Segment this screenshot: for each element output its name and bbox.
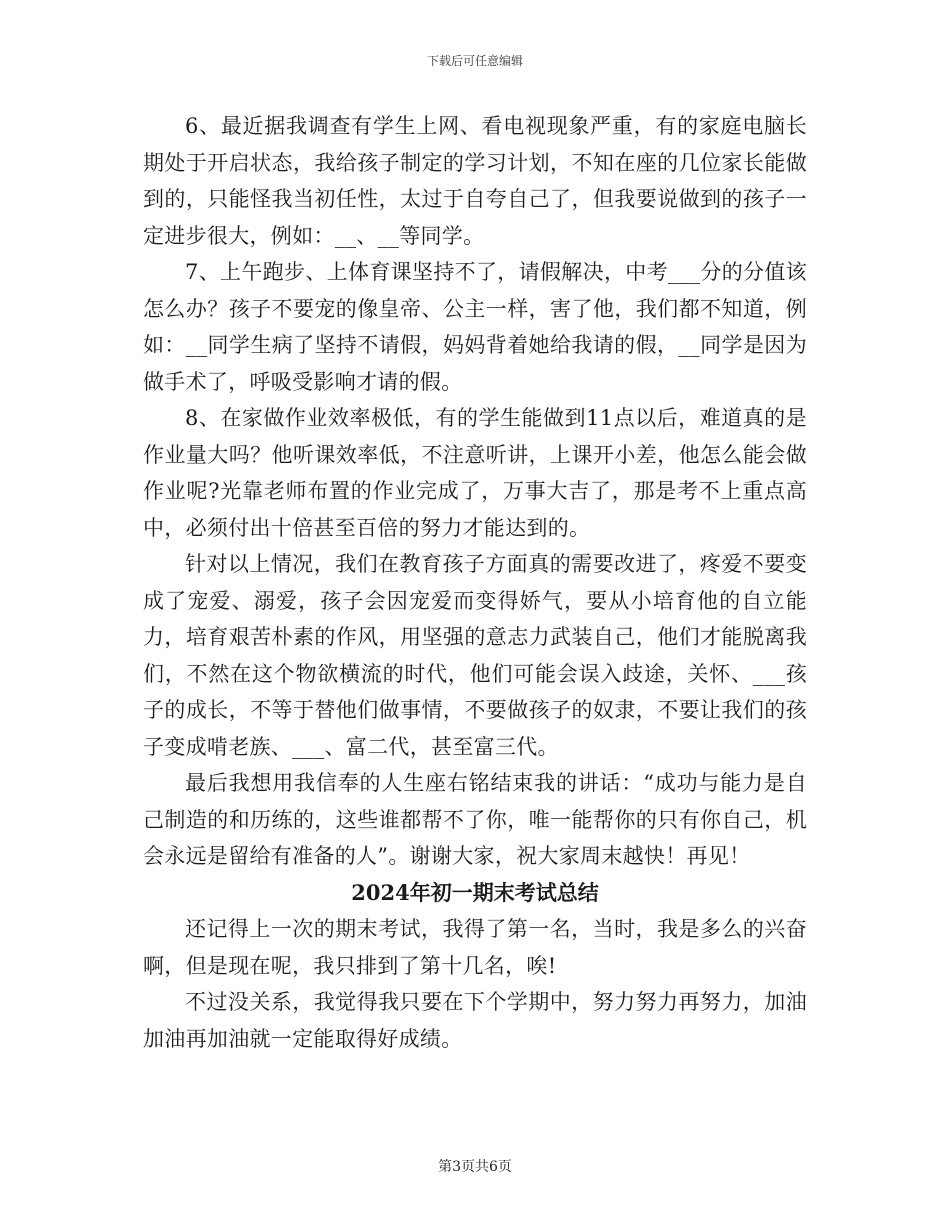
paragraph-closing: 最后我想用我信奉的人生座右铭结束我的讲话：“成功与能力是自己制造的和历练的，这些谁都帮不了你，唯一能帮你的只有你自己，机会永远是留给有准备的人”。谢谢大家，祝大家周末越快！再见！ xyxy=(143,771,807,868)
paragraph-item-7: 7、上午跑步、上体育课坚持不了，请假解决，中考___分的分值该怎么办？孩子不要宠的像皇帝、公主一样，害了他，我们都不知道，例如：__同学生病了坚持不请假，妈妈背着她给我请的假，__同学是因为做手术了，呼吸受影响才请的假。 xyxy=(143,260,807,394)
paragraph-summary: 针对以上情况，我们在教育孩子方面真的需要改进了，疼爱不要变成了宠爱、溺爱，孩子会因宠爱而变得娇气，要从小培育他的自立能力，培育艰苦朴素的作风，用坚强的意志力武装自己，他们才能脱离我们，不然在这个物欲横流的时代，他们可能会误入歧途，关怀、___孩子的成长，不等于替他们做事情，不要做孩子的奴隶，不要让我们的孩子变成啃老族、___、富二代，甚至富三代。 xyxy=(143,552,807,759)
section-title: 2024年初一期末考试总结 xyxy=(351,879,599,905)
page-header: 下载后可任意编辑 xyxy=(426,54,523,68)
paragraph-item-8: 8、在家做作业效率极低，有的学生能做到11点以后，难道真的是作业量大吗？他听课效率低，不注意听讲，上课开小差，他怎么能会做作业呢?光靠老师布置的作业完成了，万事大吉了，那是考不上重点高中，必须付出十倍甚至百倍的努力才能达到的。 xyxy=(143,406,807,540)
document-body xyxy=(143,108,807,1057)
paragraph-item-6: 6、最近据我调查有学生上网、看电视现象严重，有的家庭电脑长期处于开启状态，我给孩子制定的学习计划，不知在座的几位家长能做到的，只能怪我当初任性，太过于自夸自己了，但我要说做到的孩子一定进步很大，例如：__、__等同学。 xyxy=(143,114,807,248)
paragraph-exam-resolve: 不过没关系，我觉得我只要在下个学期中，努力努力再努力，加油加油再加油就一定能取得好成绩。 xyxy=(143,990,807,1051)
page-footer: 第3页共6页 xyxy=(438,1159,512,1175)
paragraph-exam-recall: 还记得上一次的期末考试，我得了第一名，当时，我是多么的兴奋啊，但是现在呢，我只排到了第十几名，唉! xyxy=(143,917,807,978)
